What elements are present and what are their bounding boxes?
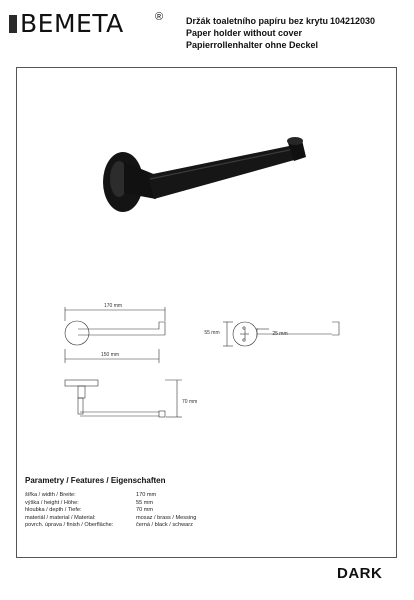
title-czech: Držák toaletního papíru bez krytu: [186, 16, 329, 26]
finish-label: DARK: [337, 565, 383, 582]
spec-row: [25, 515, 385, 523]
specifications: [25, 476, 385, 530]
registered-mark: ®: [155, 11, 164, 23]
spec-value: 70 mm: [136, 507, 154, 513]
spec-label: výška / height / Höhe:: [25, 499, 79, 506]
spec-label: hloubka / depth / Tiefe:: [25, 507, 82, 513]
spec-row: [25, 507, 385, 515]
specs-title: Parametry / Features / Eigenschaften: [25, 476, 166, 485]
spec-value: černá / black / schwarz: [136, 522, 193, 528]
product-drawing: [16, 67, 397, 467]
dimension-depth: 70 mm: [182, 399, 198, 405]
dimension-projection: 150 mm: [100, 352, 120, 358]
title-german: Papierrollenhalter ohne Deckel: [186, 40, 319, 50]
spec-value: 170 mm: [136, 492, 157, 498]
brand-logo: BEMETA: [20, 9, 124, 38]
dimension-height: 55 mm: [204, 330, 220, 336]
spec-row: [25, 500, 385, 508]
dimension-rosette: 25 mm: [272, 331, 288, 337]
top-view-drawing: [65, 380, 182, 417]
product-titles: [186, 15, 336, 51]
spec-value: 55 mm: [136, 499, 154, 506]
spec-label: materiál / material / Material:: [25, 514, 96, 521]
spec-row: [25, 492, 385, 500]
dimension-width: 170 mm: [103, 303, 123, 309]
spec-label: povrch. úprava / finish / Oberfläche:: [25, 522, 114, 528]
spec-row: [25, 522, 385, 530]
title-english: Paper holder without cover: [186, 28, 303, 38]
spec-value: mosaz / brass / Messing: [136, 514, 197, 521]
logo-mark: [9, 15, 17, 33]
product-image: [103, 137, 306, 212]
product-code: 104212030: [330, 16, 376, 26]
spec-label: šířka / width / Breite:: [25, 492, 76, 498]
